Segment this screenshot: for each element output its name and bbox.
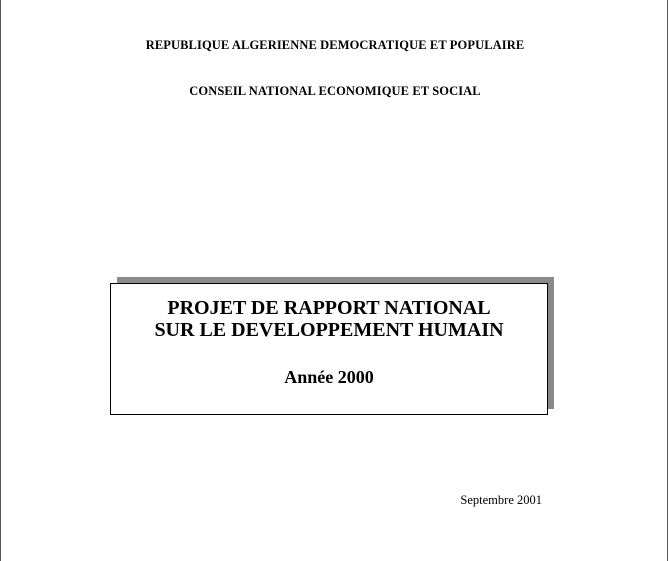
report-title-line-1: PROJET DE RAPPORT NATIONAL [167, 297, 491, 319]
council-heading: CONSEIL NATIONAL ECONOMIQUE ET SOCIAL [189, 84, 481, 98]
report-title-line-2: SUR LE DEVELOPPEMENT HUMAIN [154, 319, 504, 341]
title-box [110, 283, 548, 415]
publication-date: Septembre 2001 [460, 493, 542, 507]
republic-heading: REPUBLIQUE ALGERIENNE DEMOCRATIQUE ET POPULAIRE [145, 38, 525, 52]
report-year: Année 2000 [284, 367, 374, 387]
